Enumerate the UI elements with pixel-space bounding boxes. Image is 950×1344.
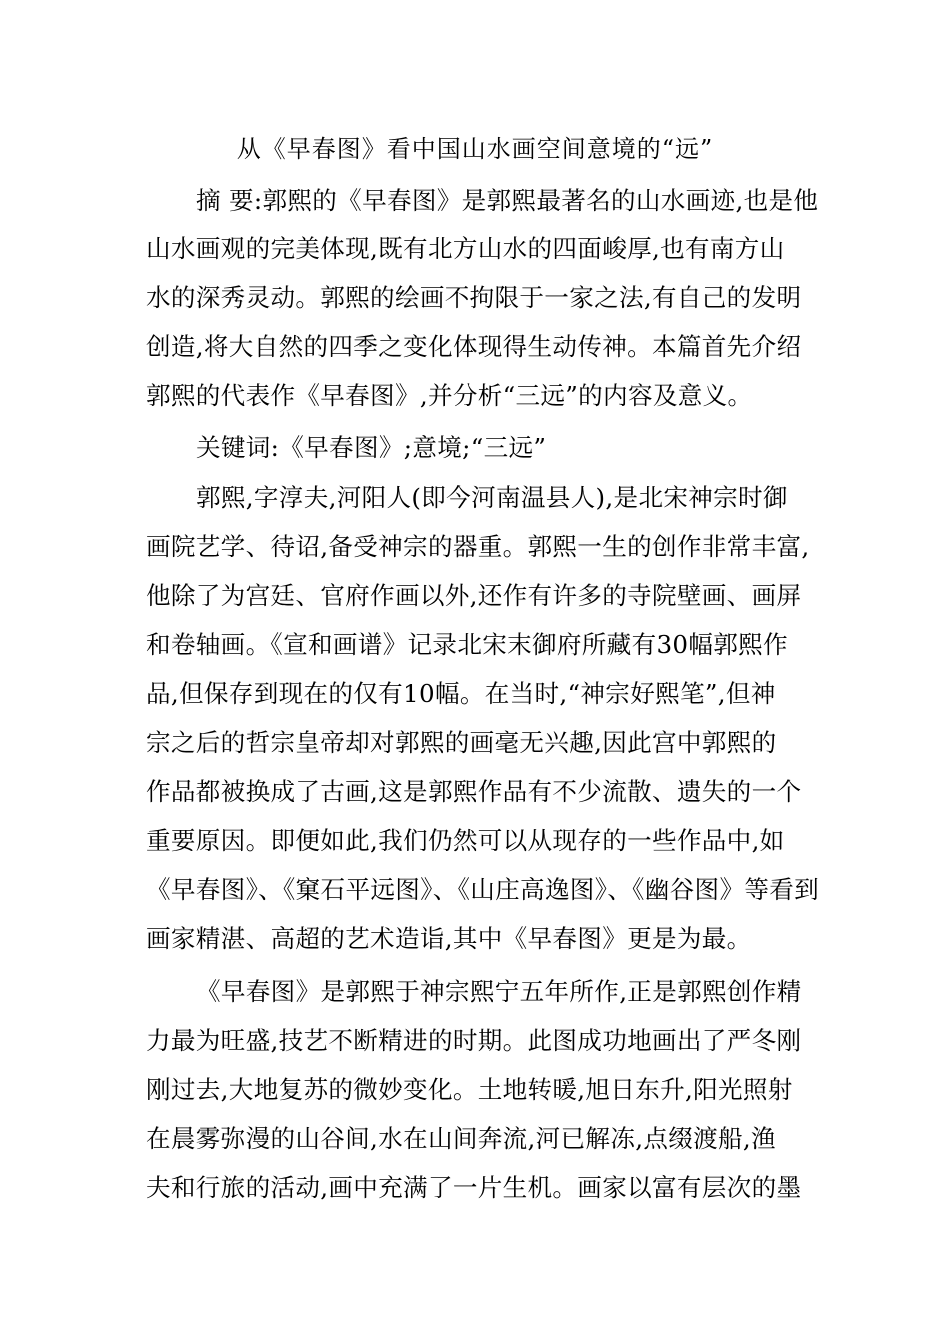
- paragraph-line-6: 宗之后的哲宗皇帝却对郭熙的画毫无兴趣,因此宫中郭熙的: [146, 728, 777, 757]
- abstract-line-2: 山水画观的完美体现,既有北方山水的四面峻厚,也有南方山: [146, 234, 785, 263]
- keywords-line: 关键词:《早春图》;意境;“三远”: [196, 433, 547, 462]
- abstract-line-3: 水的深秀灵动。郭熙的绘画不拘限于一家之法,有自己的发明: [146, 283, 802, 312]
- paragraph2-line-2: 力最为旺盛,技艺不断精进的时期。此图成功地画出了严冬刚: [146, 1026, 802, 1055]
- paragraph-line-4: 和卷轴画。《宣和画谱》记录北宋末御府所藏有30幅郭熙作: [146, 630, 788, 659]
- abstract-line-4: 创造,将大自然的四季之变化体现得生动传神。本篇首先介绍: [146, 332, 802, 361]
- paragraph2-line-3: 刚过去,大地复苏的微妙变化。土地转暖,旭日东升,阳光照射: [146, 1075, 793, 1104]
- paragraph-line-5: 品,但保存到现在的仅有10幅。在当时,“神宗好熙笔”,但神: [146, 679, 776, 708]
- abstract-line-5: 郭熙的代表作《早春图》,并分析“三远”的内容及意义。: [146, 381, 753, 410]
- paragraph-line-10: 画家精湛、高超的艺术造诣,其中《早春图》更是为最。: [146, 924, 752, 953]
- paragraph-line-7: 作品都被换成了古画,这是郭熙作品有不少流散、遗失的一个: [146, 777, 802, 806]
- paragraph2-line-4: 在晨雾弥漫的山谷间,水在山间奔流,河已解冻,点缀渡船,渔: [146, 1124, 776, 1153]
- abstract-line-1: 摘 要:郭熙的《早春图》是郭熙最著名的山水画迹,也是他: [196, 186, 819, 215]
- paragraph2-line-5: 夫和行旅的活动,画中充满了一片生机。画家以富有层次的墨: [146, 1173, 802, 1202]
- paragraph-line-1: 郭熙,字淳夫,河阳人(即今河南温县人),是北宋神宗时御: [196, 483, 788, 512]
- document-title: 从《早春图》看中国山水画空间意境的“远”: [236, 135, 714, 163]
- paragraph2-line-1: 《早春图》是郭熙于神宗熙宁五年所作,正是郭熙创作精: [196, 977, 802, 1006]
- paragraph-line-3: 他除了为宫廷、官府作画以外,还作有许多的寺院壁画、画屏: [146, 581, 802, 610]
- paragraph-line-2: 画院艺学、待诏,备受神宗的器重。郭熙一生的创作非常丰富,: [146, 532, 810, 561]
- paragraph-line-9: 《早春图》、《窠石平远图》、《山庄高逸图》、《幽谷图》等看到: [146, 875, 820, 904]
- paragraph-line-8: 重要原因。即便如此,我们仍然可以从现存的一些作品中,如: [146, 826, 785, 855]
